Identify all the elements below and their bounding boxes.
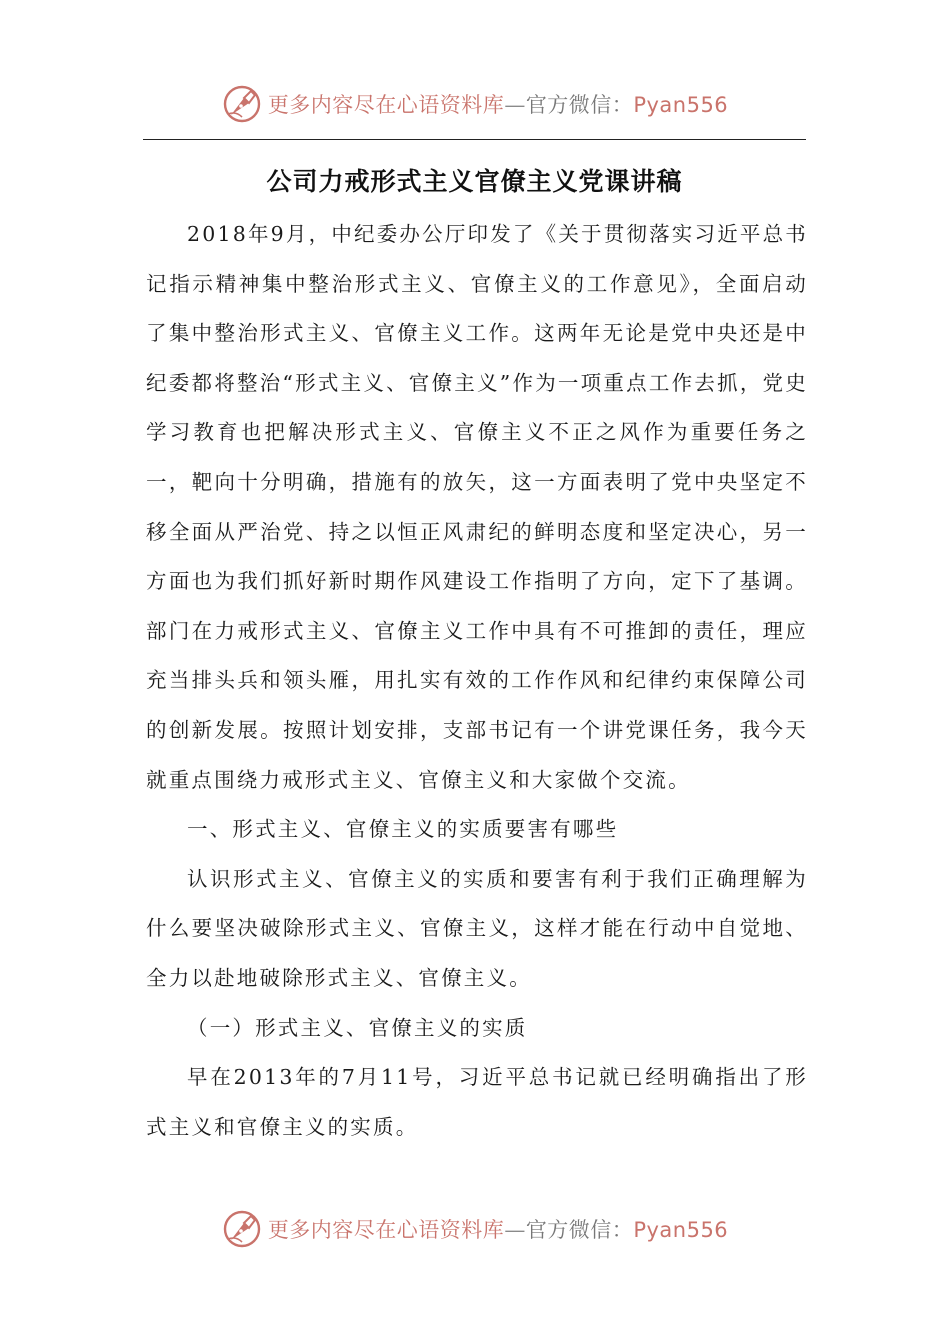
body-paragraph: 认识形式主义、官僚主义的实质和要害有利于我们正确理解为什么要坚决破除形式主义、官僚主义，这样才能在行动中自觉地、全力以赴地破除形式主义、官僚主义。	[146, 866, 808, 990]
banner-label: 官方微信：	[525, 93, 634, 117]
subsection-heading: （一）形式主义、官僚主义的实质	[187, 1015, 528, 1040]
banner-main-text: 更多内容尽在心语资料库	[267, 93, 505, 117]
body-paragraph: 2018年9月，中纪委办公厅印发了《关于贯彻落实习近平总书记指示精神集中整治形式主义、官僚主义的工作意见》，全面启动了集中整治形式主义、官僚主义工作。这两年无论是党中央还是中纪委都将整治“形式主义、官僚主义”作为一项重点工作去抓，党史学习教育也把解决形式主义、官僚主义不正之风作为重要任务之一，靶向十分明确，措施有的放矢，这一方面表明了党中央坚定不移全面从严治党、持之以恒正风肃纪的鲜明态度和坚定决心，另一方面也为我们抓好新时期作风建设工作指明了方向，定下了基调。部门在力戒形式主义、官僚主义工作中具有不可推卸的责任，理应充当排头兵和领头雁，用扎实有效的工作作风和纪律约束保障公司的创新发展。按照计划安排，支部书记有一个讲党课任务，我今天就重点围绕力戒形式主义、官僚主义和大家做个交流。	[146, 222, 809, 792]
banner-wechat-id: Pyan556	[633, 93, 729, 117]
document-body	[146, 210, 808, 1152]
header-banner	[0, 80, 950, 128]
banner-label: 官方微信：	[525, 1218, 634, 1242]
banner-dash: —	[504, 93, 526, 117]
banner-dash: —	[504, 1218, 526, 1242]
footer-banner	[0, 1205, 950, 1253]
pen-nib-logo-icon	[222, 84, 262, 124]
banner-text	[268, 1214, 728, 1244]
section-heading: 一、形式主义、官僚主义的实质要害有哪些	[187, 817, 619, 842]
pen-nib-logo-icon	[222, 1209, 262, 1249]
body-paragraph: 早在2013年的7月11号，习近平总书记就已经明确指出了形式主义和官僚主义的实质。	[146, 1065, 808, 1139]
banner-wechat-id: Pyan556	[633, 1218, 729, 1242]
header-divider	[143, 139, 806, 140]
banner-main-text: 更多内容尽在心语资料库	[267, 1218, 505, 1242]
document-title: 公司力戒形式主义官僚主义党课讲稿	[266, 167, 683, 196]
banner-text	[268, 89, 728, 119]
